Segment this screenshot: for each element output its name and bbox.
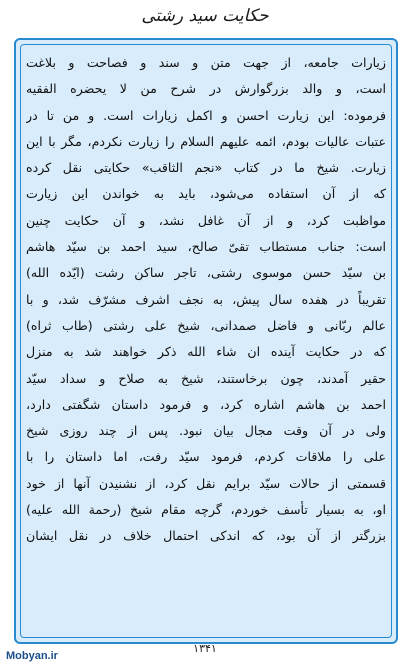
text-frame	[14, 38, 398, 644]
page-header	[0, 0, 410, 40]
text-line: عالم ربّانی و فاضل صمدانی، شیخ علی رشتی (طاب ثراه)	[26, 317, 386, 333]
text-line: بن سیّد حسن موسوی رشتی، تاجر ساکن رشت (ایّده الله)	[26, 265, 386, 281]
text-line: فرموده: این زیارت احسن و اکمل زیارات است. و من تا در	[26, 107, 386, 123]
text-line: بزرگتر از آن بود، که اندکی احتمال خلاف در نقل ایشان	[26, 528, 386, 544]
text-line: او، به بسیار تأسف خوردم، گرچه مقام شیخ (رحمة الله علیه)	[26, 502, 386, 518]
text-line: زیارات جامعه، از جهت متن و سند و فصاحت و بلاغت	[26, 55, 386, 70]
text-line: زیارت. شیخ ما در کتاب «نجم الثاقب» حکایتی نقل کرده	[26, 160, 386, 176]
site-watermark: Mobyan.ir	[6, 650, 58, 662]
text-body	[26, 50, 386, 550]
chapter-title: حکایت سید رشتی	[141, 6, 269, 26]
page-number: ۱۳۴۱	[193, 642, 217, 655]
text-line: که در حکایت آینده ان شاء الله ذکر خواهند شد به منزل	[26, 344, 386, 360]
text-line: مواظبت کرد، و از آن غافل نشد، و آن حکایت چنین	[26, 212, 386, 228]
text-line: است: جناب مستطاب تقیّ صالح، سید احمد بن سیّد هاشم	[26, 239, 386, 255]
text-line: که از آن استفاده می‌شود، باید به خواندن این زیارت	[26, 186, 386, 202]
text-line: قسمتی از حالات سیّد برایم نقل کرد، از نشنیدن آنها از خود	[26, 475, 386, 491]
text-line: ولی در آن وقت مجال بیان نبود. پس از چند روزی شیخ	[26, 423, 386, 439]
text-line: عتبات عالیات بودم، ائمه علیهم السلام را زیارت نکردم، مگر با این	[26, 133, 386, 149]
text-line: علی را ملاقات کردم، فرمود سیّد رفت، اما داستان را با	[26, 449, 386, 465]
text-line: احمد بن هاشم اشاره کرد، و فرمود داستان شگفتی دارد،	[26, 396, 386, 412]
text-line: تقریباً در هفده سال پیش، به نجف اشرف مشرّف شد، و با	[26, 291, 386, 307]
text-line: حقیر آمدند، چون برخاستند، شیخ به صلاح و سداد سیّد	[26, 370, 386, 386]
text-line: است، و والد بزرگوارش در شرح من لا يحضره الفقيه	[26, 81, 386, 97]
